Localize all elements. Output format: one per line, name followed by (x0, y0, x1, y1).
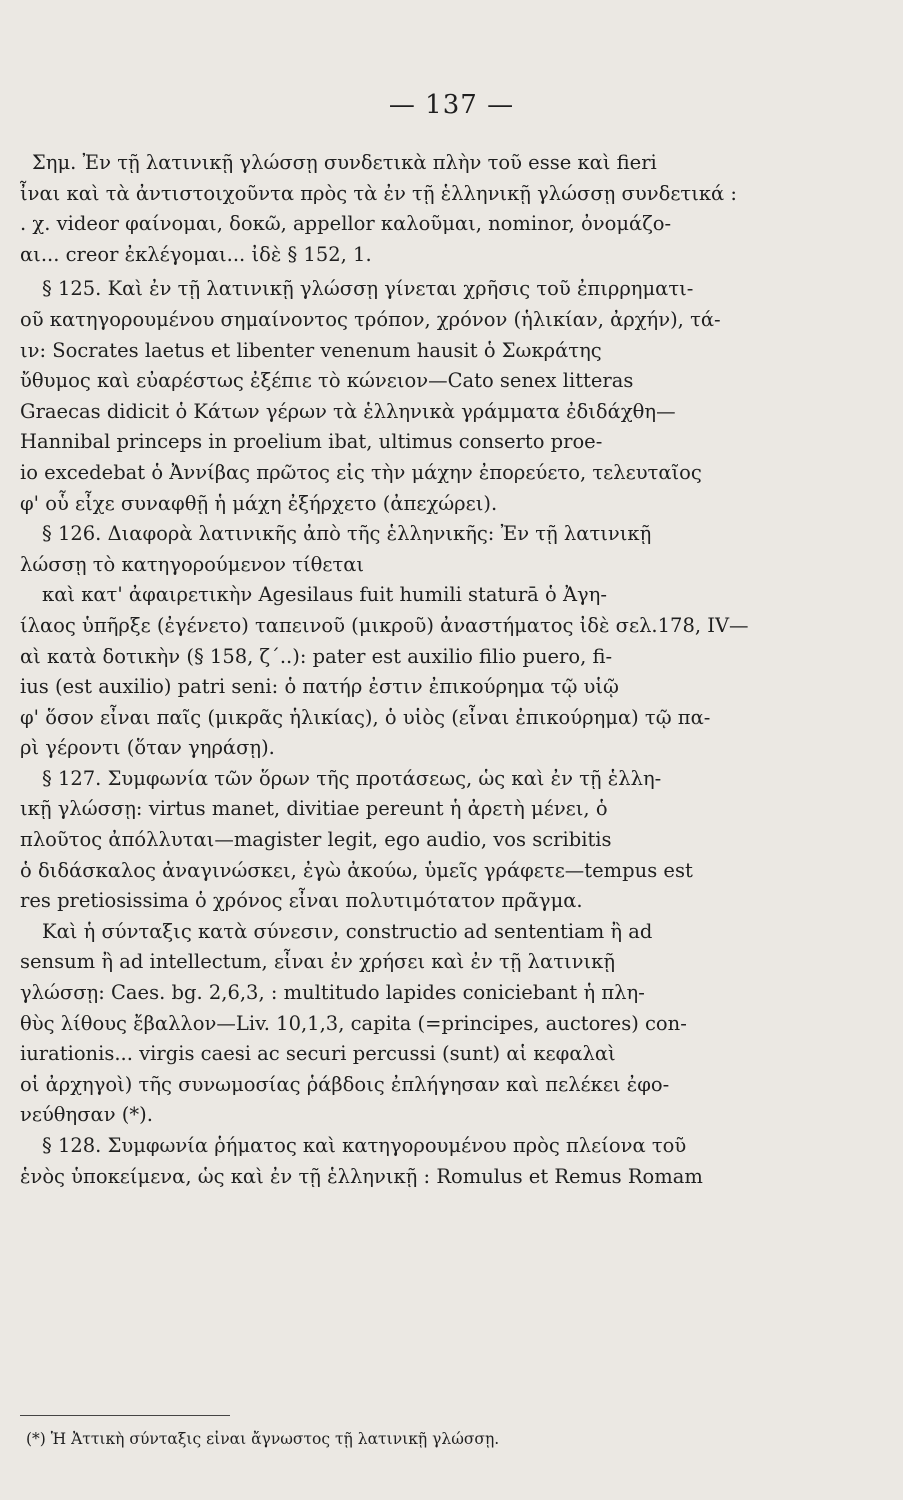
text-line: καὶ κατ' ἀφαιρετικὴν Agesilaus fuit humili staturā ὁ Ἀγη- (42, 583, 607, 607)
page-body (20, 148, 888, 1192)
text-line: Hannibal princeps in proelium ibat, ultimus conserto proe- (20, 430, 603, 454)
text-line: ρὶ γέροντι (ὅταν γηράσῃ). (20, 736, 275, 760)
text-line: . χ. videor φαίνομαι, δοκῶ, appellor καλοῦμαι, nominor, ὀνομάζο- (20, 212, 672, 236)
text-line: αι... creor ἐκλέγομαι... ἰδὲ § 152, 1. (20, 242, 372, 266)
text-line: ὁ διδάσκαλος ἀναγινώσκει, ἐγὼ ἀκούω, ὑμεῖς γράφετε—tempus est (20, 858, 693, 882)
section-heading-125: § 125. Καὶ ἐν τῇ λατινικῇ γλώσσῃ γίνεται χρῆσις τοῦ ἐπιρρηματι- (42, 277, 694, 301)
text-line: ἶναι καὶ τὰ ἀντιστοιχοῦντα πρὸς τὰ ἐν τῇ ἑλληνικῇ γλώσσῃ συνδετικά : (20, 181, 737, 205)
text-line: θὺς λίθους ἔβαλλον—Liv. 10,1,3, capita (=principes, auctores) con- (20, 1011, 687, 1035)
text-line: Καὶ ἡ σύνταξις κατὰ σύνεσιν, constructio ad sententiam ἢ ad (42, 919, 653, 943)
text-line: iurationis... virgis caesi ac securi percussi (sunt) αἱ κεφαλαὶ (20, 1042, 616, 1066)
text-line: ἑνὸς ὑποκείμενα, ὡς καὶ ἐν τῇ ἑλληνικῇ : Romulus et Remus Romam (20, 1164, 703, 1188)
text-line: ὔθυμος καὶ εὐαρέστως ἐξέπιε τὸ κώνειον—Cato senex litteras (20, 369, 634, 393)
text-line: io excedebat ὁ Ἀννίβας πρῶτος εἰς τὴν μάχην ἐπορεύετο, τελευταῖος (20, 460, 702, 484)
text-line: ιν: Socrates laetus et libenter venenum hausit ὁ Σωκράτης (20, 338, 602, 362)
text-line: νεύθησαν (*). (20, 1103, 153, 1127)
text-line: ικῇ γλώσσῃ: virtus manet, divitiae pereunt ἡ ἀρετὴ μένει, ὁ (20, 797, 608, 821)
footnote: (*) Ἡ Ἀττικὴ σύνταξις εἶναι ἄγνωστος τῇ λατινικῇ γλώσσῃ. (26, 1430, 500, 1448)
footnote-divider (20, 1415, 230, 1416)
text-line: Graecas didicit ὁ Κάτων γέρων τὰ ἑλληνικὰ γράμματα ἐδιδάχθη— (20, 399, 676, 423)
text-line: λώσσῃ τὸ κατηγορούμενον τίθεται (20, 552, 365, 576)
text-line: γλώσσῃ: Caes. bg. 2,6,3, : multitudo lapides coniciebant ἡ πλη- (20, 981, 645, 1005)
text-line: ius (est auxilio) patri seni: ὁ πατήρ ἐστιν ἐπικούρημα τῷ υἱῷ (20, 675, 619, 699)
text-line: ίλαος ὑπῆρξε (ἐγένετο) ταπεινοῦ (μικροῦ) ἀναστήματος ἰδὲ σελ.178, IV— (20, 613, 749, 637)
text-line: Σημ. Ἐν τῇ λατινικῇ γλώσσῃ συνδετικὰ πλὴν τοῦ esse καὶ fieri (32, 151, 657, 174)
text-line: οἱ ἀρχηγοὶ) τῆς συνωμοσίας ῥάβδοις ἐπλήγησαν καὶ πελέκει ἐφο- (20, 1072, 670, 1096)
text-line: αὶ κατὰ δοτικὴν (§ 158, ζ΄..): pater est auxilio filio puero, fi- (20, 644, 613, 668)
text-line: πλοῦτος ἀπόλλυται—magister legit, ego audio, vos scribitis (20, 828, 612, 852)
text-line: φ' ὅσον εἶναι παῖς (μικρᾶς ἡλικίας), ὁ υἱὸς (εἶναι ἐπικούρημα) τῷ πα- (20, 705, 711, 729)
text-line: φ' οὗ εἶχε συναφθῇ ἡ μάχη ἐξήρχετο (ἀπεχώρει). (20, 491, 498, 515)
text-line: sensum ἢ ad intellectum, εἶναι ἐν χρήσει καὶ ἐν τῇ λατινικῇ (20, 950, 616, 974)
section-heading-126: § 126. Διαφορὰ λατινικῆς ἀπὸ τῆς ἑλληνικῆς: Ἐν τῇ λατινικῇ (42, 522, 652, 546)
section-heading-127: § 127. Συμφωνία τῶν ὅρων τῆς προτάσεως, ὡς καὶ ἐν τῇ ἑλλη- (42, 766, 662, 790)
section-heading-128: § 128. Συμφωνία ῥήματος καὶ κατηγορουμένου πρὸς πλείονα τοῦ (42, 1134, 687, 1157)
text-line: res pretiosissima ὁ χρόνος εἶναι πολυτιμότατον πρᾶγμα. (20, 889, 583, 913)
page-number: — 137 — (388, 90, 515, 120)
text-line: οῦ κατηγορουμένου σημαίνοντος τρόπον, χρόνον (ἡλικίαν, ἀρχήν), τά- (20, 307, 721, 331)
